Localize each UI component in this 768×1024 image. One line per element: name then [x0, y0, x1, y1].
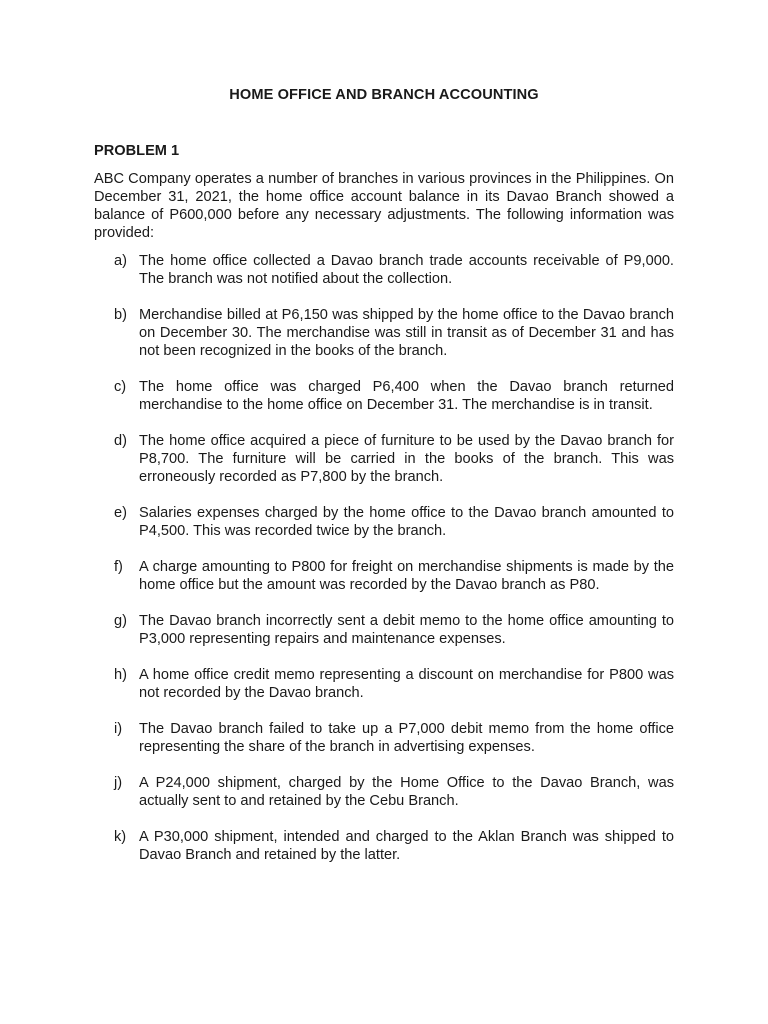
- list-item: [94, 378, 674, 414]
- transaction-list: [94, 252, 674, 882]
- problem-heading: PROBLEM 1: [94, 143, 180, 159]
- item-text: The Davao branch incorrectly sent a debit memo to the home office amounting to P3,000 representing repairs and maintenance expenses.: [139, 613, 674, 647]
- document-title: HOME OFFICE AND BRANCH ACCOUNTING: [229, 87, 539, 103]
- list-item: [94, 774, 674, 810]
- item-text: A charge amounting to P800 for freight on merchandise shipments is made by the home office but the amount was recorded by the Davao branch as P80.: [139, 559, 674, 593]
- item-letter: i): [114, 721, 123, 737]
- item-letter: f): [114, 559, 123, 575]
- item-text: A P30,000 shipment, intended and charged to the Aklan Branch was shipped to Davao Branch and retained by the latter.: [139, 829, 674, 863]
- item-letter: b): [114, 307, 127, 323]
- list-item: [94, 828, 674, 864]
- list-item: [94, 666, 674, 702]
- list-item: [94, 612, 674, 648]
- list-item: [94, 720, 674, 756]
- item-text: The home office was charged P6,400 when the Davao branch returned merchandise to the home office on December 31. The merchandise is in transit.: [139, 379, 674, 413]
- item-letter: g): [114, 613, 127, 629]
- item-letter: j): [114, 775, 123, 791]
- item-text: A P24,000 shipment, charged by the Home Office to the Davao Branch, was actually sent to and retained by the Cebu Branch.: [139, 775, 674, 809]
- list-item: [94, 432, 674, 486]
- problem-intro: ABC Company operates a number of branches in various provinces in the Philippines. On December 31, 2021, the home office account balance in its Davao Branch showed a balance of P600,000 before any necessary adjustments. The following information was provided:: [94, 171, 674, 241]
- item-text: Salaries expenses charged by the home office to the Davao branch amounted to P4,500. This was recorded twice by the branch.: [139, 505, 674, 539]
- item-text: The Davao branch failed to take up a P7,000 debit memo from the home office representing the share of the branch in advertising expenses.: [139, 721, 674, 755]
- item-text: The home office acquired a piece of furniture to be used by the Davao branch for P8,700. The furniture will be carried in the books of the branch. This was erroneously recorded as P7,800 by the branch.: [139, 433, 674, 485]
- item-letter: k): [114, 829, 127, 845]
- item-text: Merchandise billed at P6,150 was shipped by the home office to the Davao branch on December 30. The merchandise was still in transit as of December 31 and has not been recognized in the books of the branch.: [139, 307, 674, 359]
- item-letter: e): [114, 505, 127, 521]
- list-item: [94, 558, 674, 594]
- list-item: [94, 252, 674, 288]
- item-text: A home office credit memo representing a discount on merchandise for P800 was not recorded by the Davao branch.: [139, 667, 674, 701]
- list-item: [94, 504, 674, 540]
- list-item: [94, 306, 674, 360]
- item-letter: c): [114, 379, 127, 395]
- item-text: The home office collected a Davao branch trade accounts receivable of P9,000. The branch was not notified about the collection.: [139, 253, 674, 287]
- item-letter: d): [114, 433, 127, 449]
- item-letter: h): [114, 667, 127, 683]
- item-letter: a): [114, 253, 127, 269]
